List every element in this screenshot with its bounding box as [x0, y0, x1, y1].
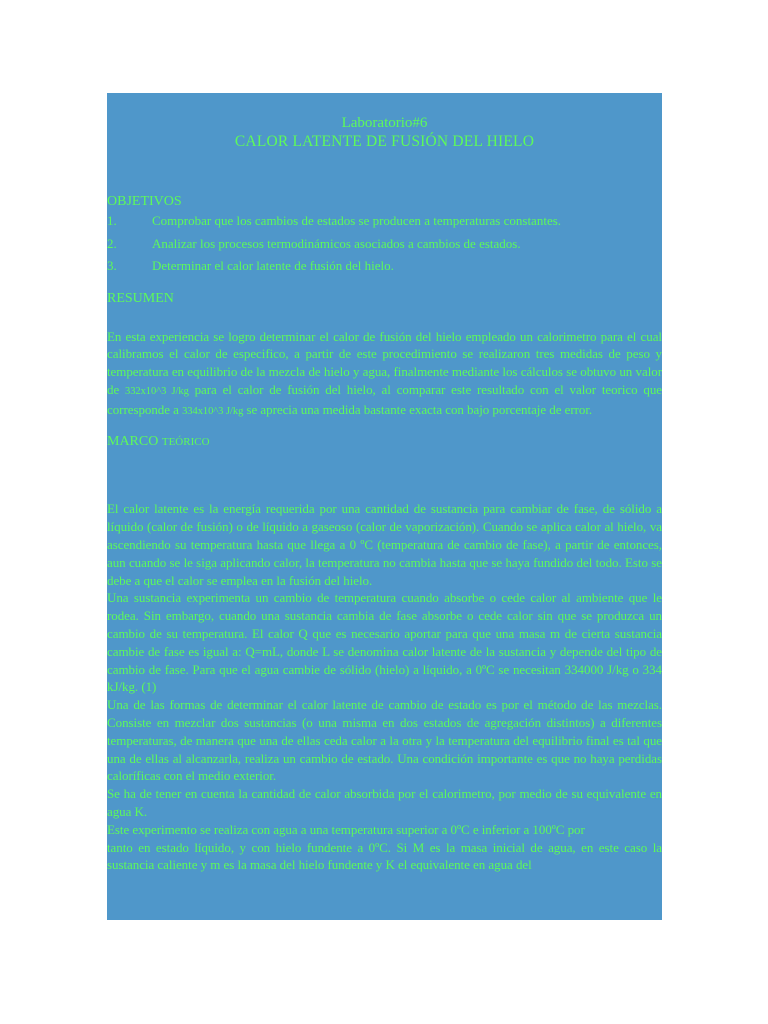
title-block	[107, 114, 662, 152]
resumen-text: para el calor de fusión del hielo, al comparar este resultado con el valor teorico que corresponde a	[107, 381, 662, 417]
resumen-text: se aprecia una medida bastante exacta con bajo porcentaje de error.	[243, 401, 593, 417]
resumen-measured-value: 332x10^3 J/kg	[125, 385, 189, 397]
objetivo-item	[107, 233, 662, 256]
marco-teorico-heading	[107, 433, 662, 451]
marco-heading-word: MARCO	[107, 434, 159, 450]
resumen-heading: RESUMEN	[107, 290, 174, 306]
lab-title: CALOR LATENTE DE FUSIÓN DEL HIELO	[234, 133, 535, 150]
objetivo-item	[107, 210, 662, 233]
resumen-theoretical-value: 334x10^3 J/kg	[182, 405, 244, 417]
marco-teorico-body	[107, 500, 662, 874]
objetivos-list	[107, 210, 662, 278]
marco-heading-small: TEÓRICO	[161, 436, 210, 449]
resumen-paragraph	[107, 328, 662, 421]
resumen-text: En esta experiencia se logro determinar el calor de fusión del hielo empleado un calorimetro para el cual calibramos el calor de especifico, a partir de este procedimiento se realizaron tres medidas de peso y temperatura en equilibrio de la mezcla de hielo y agua, finalmente mediante los cálculos se obtuvo un valor de	[107, 328, 662, 397]
document-page	[107, 93, 662, 920]
objetivo-text: Determinar el calor latente de fusión del hielo.	[152, 258, 394, 273]
objetivos-heading: OBJETIVOS	[107, 194, 182, 209]
objetivo-item	[107, 255, 662, 278]
marco-paragraph: Este experimento se realiza con agua a una temperatura superior a 0ºC e inferior a 100ºC por	[107, 821, 585, 837]
marco-paragraph: Se ha de tener en cuenta la cantidad de calor absorbida por el calorimetro, por medio de su equivalente en agua K.	[107, 786, 662, 820]
marco-paragraph: tanto en estado líquido, y con hielo fundente a 0ºC. Si M es la masa inicial de agua, en este caso la sustancia caliente y m es la masa del hielo fundente y K el equivalente en agua del	[107, 839, 662, 873]
objetivo-text: Comprobar que los cambios de estados se producen a temperaturas constantes.	[152, 213, 562, 228]
marco-paragraph: Una de las formas de determinar el calor latente de cambio de estado es por el método de las mezclas. Consiste en mezclar dos sustancias (o una misma en dos estados de agregación distintos) a diferentes temperaturas, de manera que una de ellas ceda calor a la otra y la temperatura del equilibrio final es tal que una de ellas al alcanzarla, realiza un cambio de estado. Una condición importante es que no haya perdidas caloríficas con el medio exterior.	[107, 697, 662, 784]
lab-number: Laboratorio#6	[341, 115, 428, 131]
marco-paragraph: Una sustancia experimenta un cambio de temperatura cuando absorbe o cede calor al ambiente que le rodea. Sin embargo, cuando una sustancia cambia de fase absorbe o cede calor sin que se produzca un cambio de su temperatura. El calor Q que es necesario aportar para que una masa m de cierta sustancia cambie de fase es igual a: Q=mL, donde L se denomina calor latente de la sustancia y depende del tipo de cambio de fase. Para que el agua cambie de sólido (hielo) a líquido, a 0ºC se necesitan 334000 J/kg o 334 kJ/kg. (1)	[107, 590, 662, 695]
objetivo-number: 3.	[107, 258, 117, 273]
objetivo-text: Analizar los procesos termodinámicos asociados a cambios de estados.	[152, 235, 521, 251]
marco-paragraph: El calor latente es la energía requerida por una cantidad de sustancia para cambiar de fase, de sólido a líquido (calor de fusión) o de líquido a gaseoso (calor de vaporización). Cuando se aplica calor al hielo, va ascendiendo su temperatura hasta que llega a 0 ºC (temperatura de cambio de fase), a partir de entonces, aun cuando se le siga aplicando calor, la temperatura no cambia hasta que se haya fundido del todo. Esto se debe a que el calor se emplea en la fusión del hielo.	[107, 501, 662, 588]
objetivo-number: 2.	[107, 235, 117, 251]
objetivo-number: 1.	[107, 213, 117, 228]
